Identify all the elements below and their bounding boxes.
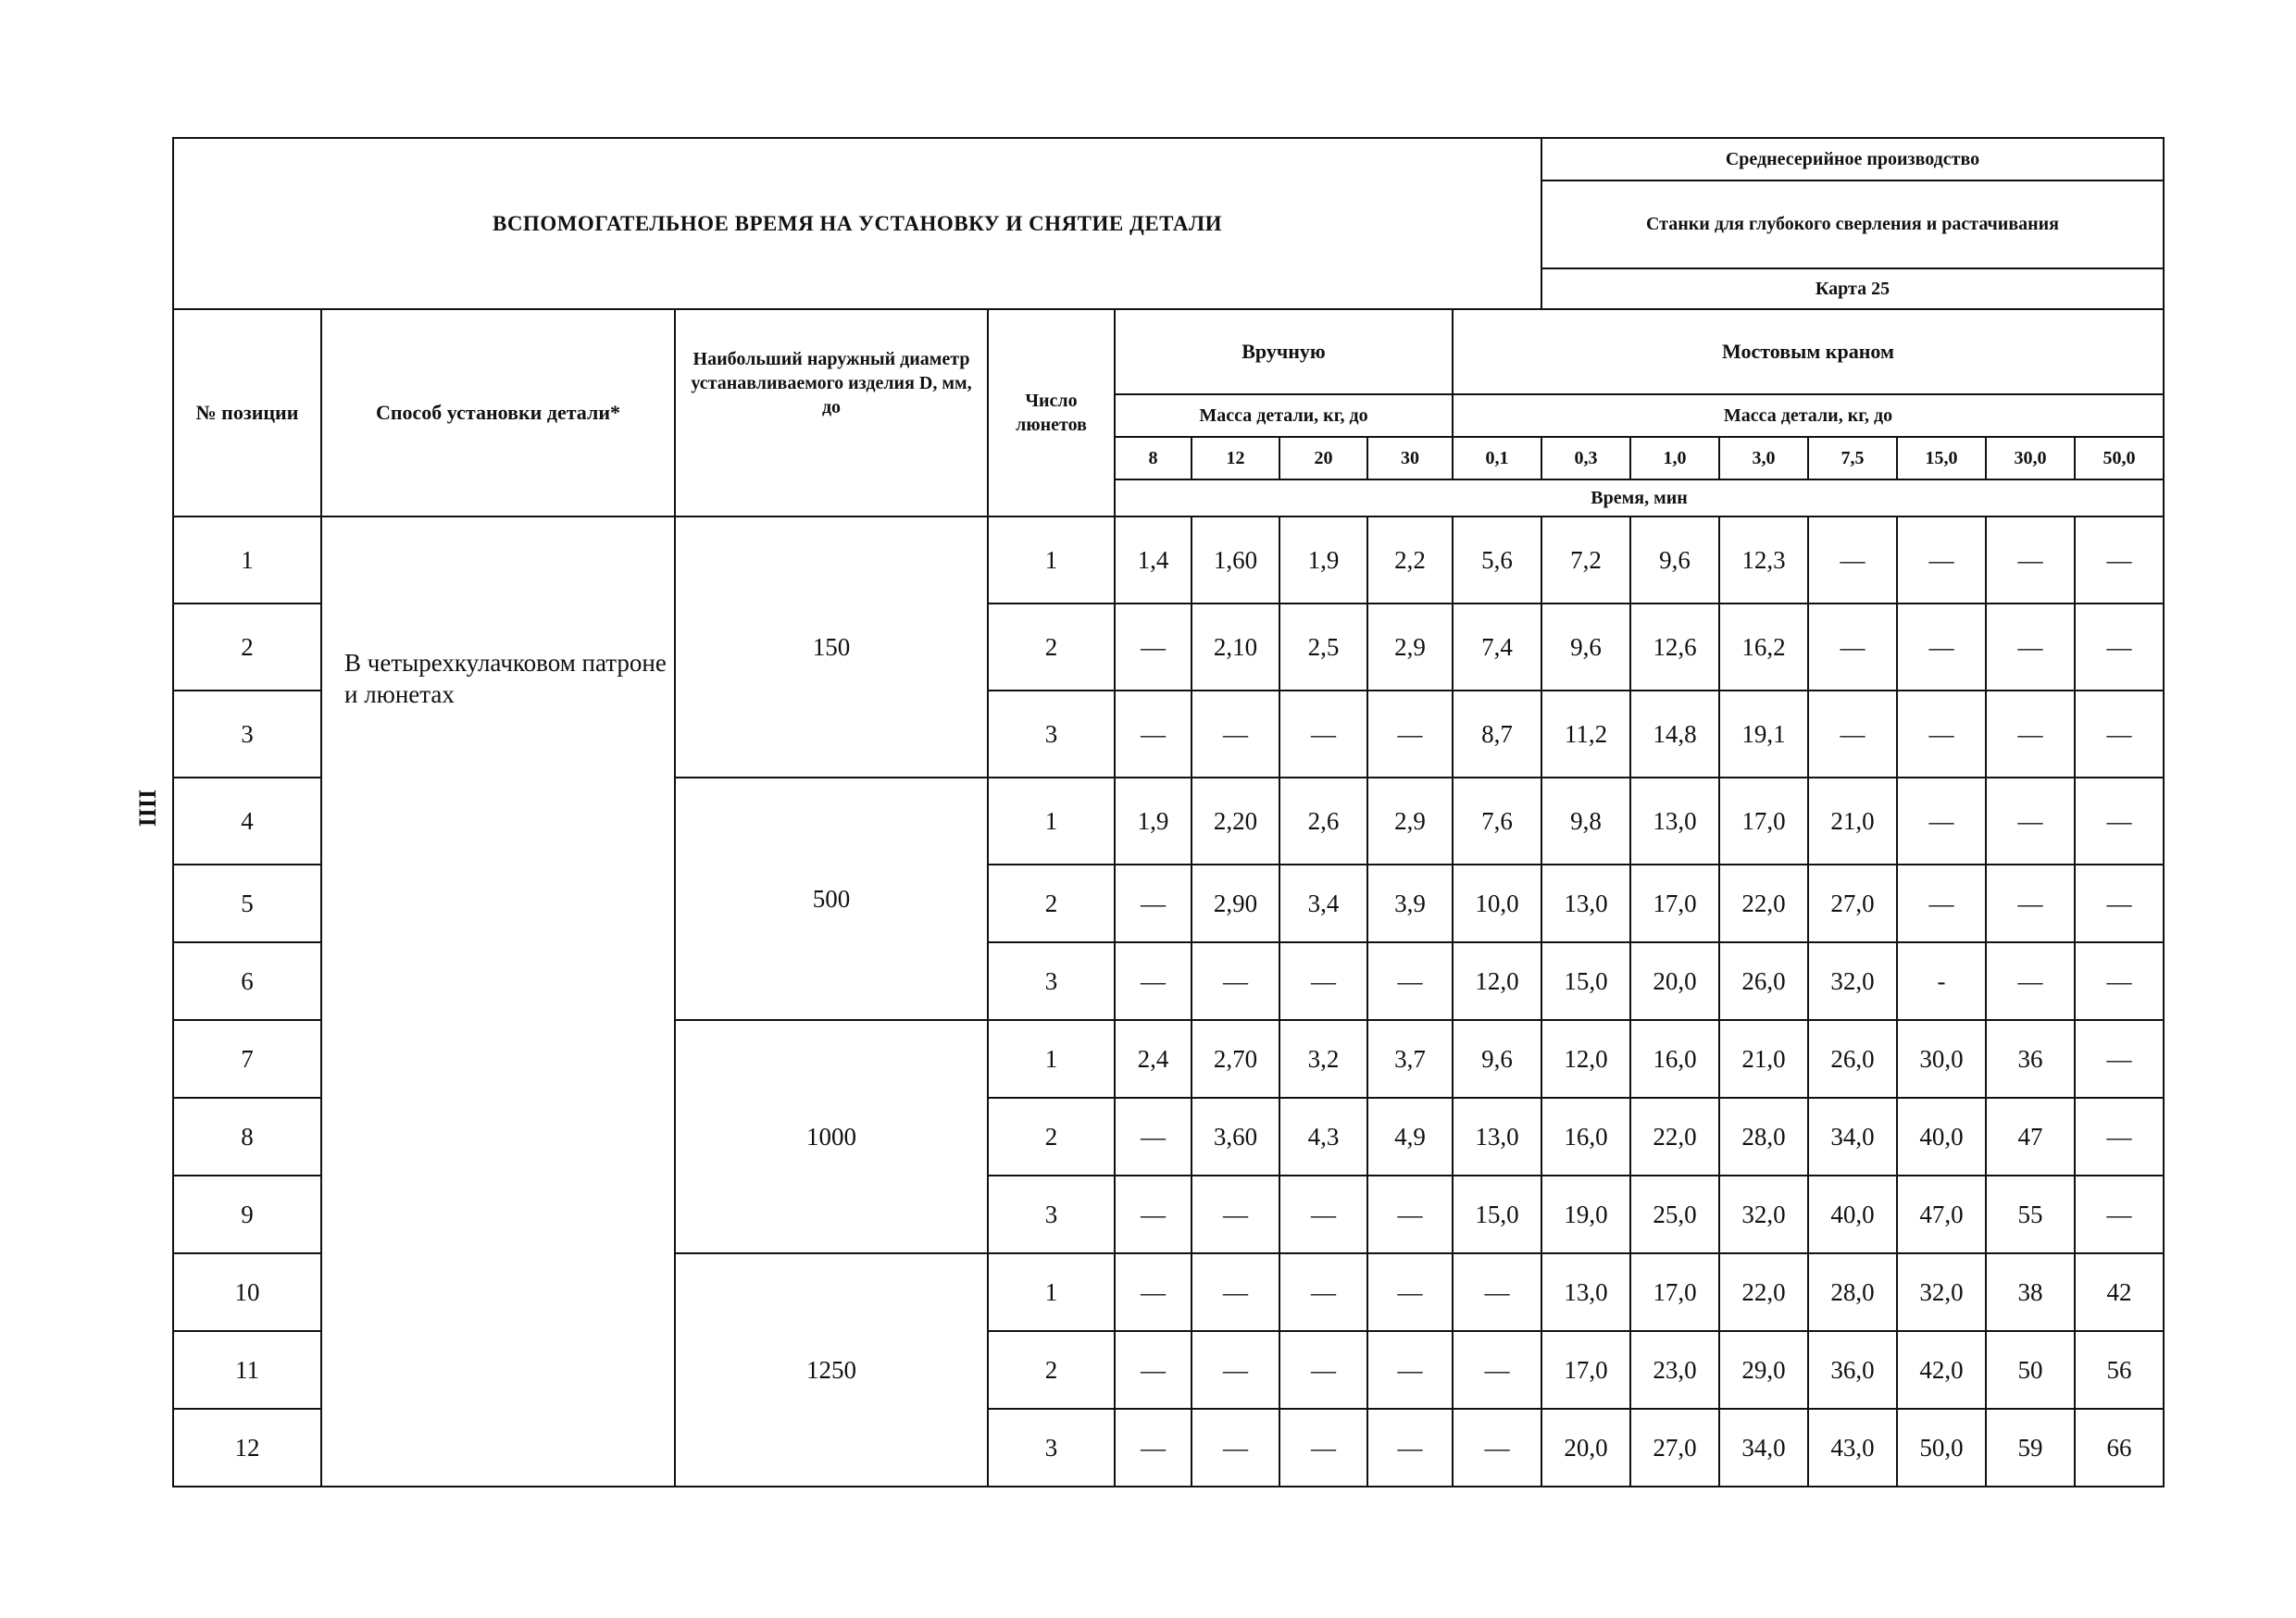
diameter-cell: 1000 bbox=[675, 1020, 988, 1253]
time-value-cell: — bbox=[1897, 778, 1986, 865]
lunettes-cell: 1 bbox=[988, 517, 1115, 604]
time-value-cell: 9,6 bbox=[1630, 517, 1719, 604]
method-cell: В четырехкулачковом патроне и люнетах bbox=[321, 517, 675, 1487]
time-value-cell: 66 bbox=[2075, 1409, 2164, 1487]
diameter-header: Наибольший наружный диаметр устанавливаемого изделия D, мм, до bbox=[675, 309, 988, 517]
time-value-cell: 36 bbox=[1986, 1020, 2075, 1098]
time-value-cell: 14,8 bbox=[1630, 691, 1719, 778]
time-value-cell: 2,4 bbox=[1115, 1020, 1192, 1098]
crane-mass-cell: 15,0 bbox=[1897, 437, 1986, 479]
time-value-cell: 13,0 bbox=[1541, 865, 1630, 942]
time-value-cell: 50 bbox=[1986, 1331, 2075, 1409]
time-value-cell: — bbox=[1279, 691, 1367, 778]
crane-mass-cell: 0,1 bbox=[1453, 437, 1541, 479]
lunettes-cell: 1 bbox=[988, 1020, 1115, 1098]
time-value-cell: 22,0 bbox=[1630, 1098, 1719, 1176]
time-value-cell: 56 bbox=[2075, 1331, 2164, 1409]
time-value-cell: 26,0 bbox=[1719, 942, 1808, 1020]
time-value-cell: 2,9 bbox=[1367, 778, 1453, 865]
time-value-cell: — bbox=[1986, 604, 2075, 691]
time-value-cell: 3,4 bbox=[1279, 865, 1367, 942]
position-cell: 5 bbox=[173, 865, 321, 942]
time-value-cell: 11,2 bbox=[1541, 691, 1630, 778]
time-value-cell: — bbox=[1115, 604, 1192, 691]
time-value-cell: 9,8 bbox=[1541, 778, 1630, 865]
time-value-cell: 8,7 bbox=[1453, 691, 1541, 778]
time-header: Время, мин bbox=[1115, 479, 2164, 517]
norm-card-sheet bbox=[172, 137, 2163, 1487]
manual-mass-cell: 12 bbox=[1192, 437, 1279, 479]
position-cell: 9 bbox=[173, 1176, 321, 1253]
time-value-cell: 26,0 bbox=[1808, 1020, 1897, 1098]
manual-mass-cell: 20 bbox=[1279, 437, 1367, 479]
time-value-cell: — bbox=[1115, 1409, 1192, 1487]
time-value-cell: 19,0 bbox=[1541, 1176, 1630, 1253]
time-value-cell: 40,0 bbox=[1897, 1098, 1986, 1176]
time-value-cell: 15,0 bbox=[1541, 942, 1630, 1020]
time-value-cell: — bbox=[2075, 865, 2164, 942]
time-value-cell: — bbox=[1115, 865, 1192, 942]
time-value-cell: 20,0 bbox=[1541, 1409, 1630, 1487]
time-value-cell: 2,70 bbox=[1192, 1020, 1279, 1098]
time-value-cell: 1,9 bbox=[1115, 778, 1192, 865]
time-value-cell: — bbox=[1453, 1331, 1541, 1409]
time-value-cell: — bbox=[2075, 517, 2164, 604]
lunettes-cell: 2 bbox=[988, 1098, 1115, 1176]
crane-mass-cell: 50,0 bbox=[2075, 437, 2164, 479]
machine-type: Станки для глубокого сверления и растачивания bbox=[1541, 180, 2164, 268]
time-value-cell: 1,9 bbox=[1279, 517, 1367, 604]
lunettes-cell: 3 bbox=[988, 1409, 1115, 1487]
time-value-cell: — bbox=[2075, 1020, 2164, 1098]
time-value-cell: — bbox=[1453, 1409, 1541, 1487]
time-value-cell: 16,0 bbox=[1541, 1098, 1630, 1176]
time-value-cell: — bbox=[1279, 1331, 1367, 1409]
time-value-cell: — bbox=[2075, 1176, 2164, 1253]
position-cell: 6 bbox=[173, 942, 321, 1020]
time-value-cell: 13,0 bbox=[1630, 778, 1719, 865]
crane-mass-cell: 30,0 bbox=[1986, 437, 2075, 479]
time-value-cell: — bbox=[1115, 691, 1192, 778]
time-value-cell: 30,0 bbox=[1897, 1020, 1986, 1098]
time-value-cell: 12,6 bbox=[1630, 604, 1719, 691]
time-value-cell: — bbox=[1897, 517, 1986, 604]
crane-header: Мостовым краном bbox=[1453, 309, 2164, 394]
time-value-cell: 16,0 bbox=[1630, 1020, 1719, 1098]
position-cell: 8 bbox=[173, 1098, 321, 1176]
time-value-cell: 20,0 bbox=[1630, 942, 1719, 1020]
time-value-cell: 17,0 bbox=[1719, 778, 1808, 865]
time-value-cell: — bbox=[1897, 691, 1986, 778]
time-value-cell: 25,0 bbox=[1630, 1176, 1719, 1253]
position-cell: 4 bbox=[173, 778, 321, 865]
time-value-cell: — bbox=[1115, 942, 1192, 1020]
time-value-cell: 12,0 bbox=[1453, 942, 1541, 1020]
lunettes-cell: 2 bbox=[988, 1331, 1115, 1409]
time-value-cell: 42 bbox=[2075, 1253, 2164, 1331]
time-value-cell: — bbox=[2075, 942, 2164, 1020]
time-value-cell: — bbox=[1279, 1176, 1367, 1253]
time-value-cell: 16,2 bbox=[1719, 604, 1808, 691]
time-value-cell: 40,0 bbox=[1808, 1176, 1897, 1253]
time-value-cell: — bbox=[1453, 1253, 1541, 1331]
time-value-cell: 36,0 bbox=[1808, 1331, 1897, 1409]
time-value-cell: — bbox=[1115, 1253, 1192, 1331]
time-value-cell: — bbox=[2075, 778, 2164, 865]
time-value-cell: 7,4 bbox=[1453, 604, 1541, 691]
time-value-cell: — bbox=[1367, 1331, 1453, 1409]
manual-mass-cell: 8 bbox=[1115, 437, 1192, 479]
time-value-cell: — bbox=[1192, 1253, 1279, 1331]
position-cell: 1 bbox=[173, 517, 321, 604]
time-value-cell: 12,3 bbox=[1719, 517, 1808, 604]
time-value-cell: 2,10 bbox=[1192, 604, 1279, 691]
time-value-cell: 9,6 bbox=[1541, 604, 1630, 691]
time-value-cell: 34,0 bbox=[1719, 1409, 1808, 1487]
time-value-cell: — bbox=[1986, 865, 2075, 942]
card-number: Карта 25 bbox=[1541, 268, 2164, 309]
lunettes-cell: 3 bbox=[988, 942, 1115, 1020]
lunettes-header: Число люнетов bbox=[988, 309, 1115, 517]
crane-mass-cell: 7,5 bbox=[1808, 437, 1897, 479]
time-value-cell: 7,2 bbox=[1541, 517, 1630, 604]
time-value-cell: 9,6 bbox=[1453, 1020, 1541, 1098]
time-value-cell: 32,0 bbox=[1808, 942, 1897, 1020]
time-value-cell: 21,0 bbox=[1808, 778, 1897, 865]
time-value-cell: — bbox=[1279, 1253, 1367, 1331]
time-value-cell: 21,0 bbox=[1719, 1020, 1808, 1098]
diameter-cell: 500 bbox=[675, 778, 988, 1020]
time-value-cell: 10,0 bbox=[1453, 865, 1541, 942]
time-value-cell: 22,0 bbox=[1719, 1253, 1808, 1331]
time-value-cell: 4,9 bbox=[1367, 1098, 1453, 1176]
time-value-cell: — bbox=[2075, 691, 2164, 778]
crane-mass-cell: 3,0 bbox=[1719, 437, 1808, 479]
time-value-cell: 43,0 bbox=[1808, 1409, 1897, 1487]
manual-mass-cell: 30 bbox=[1367, 437, 1453, 479]
time-value-cell: — bbox=[1367, 1409, 1453, 1487]
time-value-cell: 28,0 bbox=[1808, 1253, 1897, 1331]
time-value-cell: 1,60 bbox=[1192, 517, 1279, 604]
time-value-cell: 2,20 bbox=[1192, 778, 1279, 865]
time-value-cell: 13,0 bbox=[1541, 1253, 1630, 1331]
time-value-cell: — bbox=[1115, 1331, 1192, 1409]
time-value-cell: 1,4 bbox=[1115, 517, 1192, 604]
lunettes-cell: 2 bbox=[988, 865, 1115, 942]
time-value-cell: 28,0 bbox=[1719, 1098, 1808, 1176]
diameter-cell: 150 bbox=[675, 517, 988, 778]
crane-mass-cell: 0,3 bbox=[1541, 437, 1630, 479]
time-value-cell: 23,0 bbox=[1630, 1331, 1719, 1409]
time-value-cell: — bbox=[1986, 778, 2075, 865]
lunettes-cell: 1 bbox=[988, 778, 1115, 865]
time-value-cell: — bbox=[1986, 517, 2075, 604]
time-value-cell: 3,60 bbox=[1192, 1098, 1279, 1176]
time-value-cell: — bbox=[1367, 691, 1453, 778]
manual-header: Вручную bbox=[1115, 309, 1453, 394]
time-value-cell: — bbox=[1367, 942, 1453, 1020]
time-value-cell: 38 bbox=[1986, 1253, 2075, 1331]
time-value-cell: — bbox=[1115, 1176, 1192, 1253]
time-value-cell: 2,2 bbox=[1367, 517, 1453, 604]
time-value-cell: 50,0 bbox=[1897, 1409, 1986, 1487]
time-value-cell: 17,0 bbox=[1630, 865, 1719, 942]
time-value-cell: — bbox=[1279, 942, 1367, 1020]
time-value-cell: — bbox=[1192, 1331, 1279, 1409]
time-value-cell: — bbox=[1808, 604, 1897, 691]
time-value-cell: 2,9 bbox=[1367, 604, 1453, 691]
time-value-cell: 17,0 bbox=[1630, 1253, 1719, 1331]
time-value-cell: 4,3 bbox=[1279, 1098, 1367, 1176]
time-value-cell: 32,0 bbox=[1897, 1253, 1986, 1331]
time-value-cell: — bbox=[1192, 1409, 1279, 1487]
time-value-cell: 34,0 bbox=[1808, 1098, 1897, 1176]
time-value-cell: — bbox=[1986, 691, 2075, 778]
time-value-cell: 17,0 bbox=[1541, 1331, 1630, 1409]
time-value-cell: — bbox=[2075, 604, 2164, 691]
norm-table bbox=[172, 137, 2165, 1487]
time-value-cell: 12,0 bbox=[1541, 1020, 1630, 1098]
time-value-cell: — bbox=[1808, 517, 1897, 604]
time-value-cell: 59 bbox=[1986, 1409, 2075, 1487]
time-value-cell: — bbox=[1367, 1176, 1453, 1253]
crane-mass-cell: 1,0 bbox=[1630, 437, 1719, 479]
time-value-cell: 55 bbox=[1986, 1176, 2075, 1253]
time-value-cell: 3,7 bbox=[1367, 1020, 1453, 1098]
position-cell: 7 bbox=[173, 1020, 321, 1098]
time-value-cell: — bbox=[1808, 691, 1897, 778]
lunettes-cell: 3 bbox=[988, 691, 1115, 778]
time-value-cell: 47 bbox=[1986, 1098, 2075, 1176]
time-value-cell: 32,0 bbox=[1719, 1176, 1808, 1253]
time-value-cell: — bbox=[1192, 691, 1279, 778]
lunettes-cell: 2 bbox=[988, 604, 1115, 691]
method-header: Способ установки детали* bbox=[321, 309, 675, 517]
time-value-cell: 7,6 bbox=[1453, 778, 1541, 865]
table-row bbox=[173, 517, 2164, 604]
lunettes-cell: 1 bbox=[988, 1253, 1115, 1331]
margin-mark: ІІІІ bbox=[134, 789, 162, 828]
time-value-cell: 22,0 bbox=[1719, 865, 1808, 942]
time-value-cell: 3,9 bbox=[1367, 865, 1453, 942]
time-value-cell: 2,90 bbox=[1192, 865, 1279, 942]
time-value-cell: — bbox=[1192, 942, 1279, 1020]
position-cell: 10 bbox=[173, 1253, 321, 1331]
time-value-cell: 15,0 bbox=[1453, 1176, 1541, 1253]
position-cell: 2 bbox=[173, 604, 321, 691]
time-value-cell: 13,0 bbox=[1453, 1098, 1541, 1176]
time-value-cell: — bbox=[2075, 1098, 2164, 1176]
time-value-cell: 3,2 bbox=[1279, 1020, 1367, 1098]
time-value-cell: — bbox=[1897, 865, 1986, 942]
time-value-cell: — bbox=[1986, 942, 2075, 1020]
position-cell: 11 bbox=[173, 1331, 321, 1409]
position-cell: 3 bbox=[173, 691, 321, 778]
time-value-cell: 2,6 bbox=[1279, 778, 1367, 865]
manual-mass-header: Масса детали, кг, до bbox=[1115, 394, 1453, 437]
time-value-cell: 29,0 bbox=[1719, 1331, 1808, 1409]
time-value-cell: — bbox=[1279, 1409, 1367, 1487]
lunettes-cell: 3 bbox=[988, 1176, 1115, 1253]
position-header: № позиции bbox=[173, 309, 321, 517]
position-cell: 12 bbox=[173, 1409, 321, 1487]
time-value-cell: 27,0 bbox=[1630, 1409, 1719, 1487]
time-value-cell: 47,0 bbox=[1897, 1176, 1986, 1253]
time-value-cell: 27,0 bbox=[1808, 865, 1897, 942]
time-value-cell: 42,0 bbox=[1897, 1331, 1986, 1409]
time-value-cell: — bbox=[1897, 604, 1986, 691]
page-title: ВСПОМОГАТЕЛЬНОЕ ВРЕМЯ НА УСТАНОВКУ И СНЯТИЕ ДЕТАЛИ bbox=[173, 138, 1541, 309]
time-value-cell: - bbox=[1897, 942, 1986, 1020]
time-value-cell: — bbox=[1192, 1176, 1279, 1253]
production-type: Среднесерийное производство bbox=[1541, 138, 2164, 180]
time-value-cell: 2,5 bbox=[1279, 604, 1367, 691]
crane-mass-header: Масса детали, кг, до bbox=[1453, 394, 2164, 437]
time-value-cell: 5,6 bbox=[1453, 517, 1541, 604]
time-value-cell: 19,1 bbox=[1719, 691, 1808, 778]
time-value-cell: — bbox=[1367, 1253, 1453, 1331]
time-value-cell: — bbox=[1115, 1098, 1192, 1176]
diameter-cell: 1250 bbox=[675, 1253, 988, 1487]
